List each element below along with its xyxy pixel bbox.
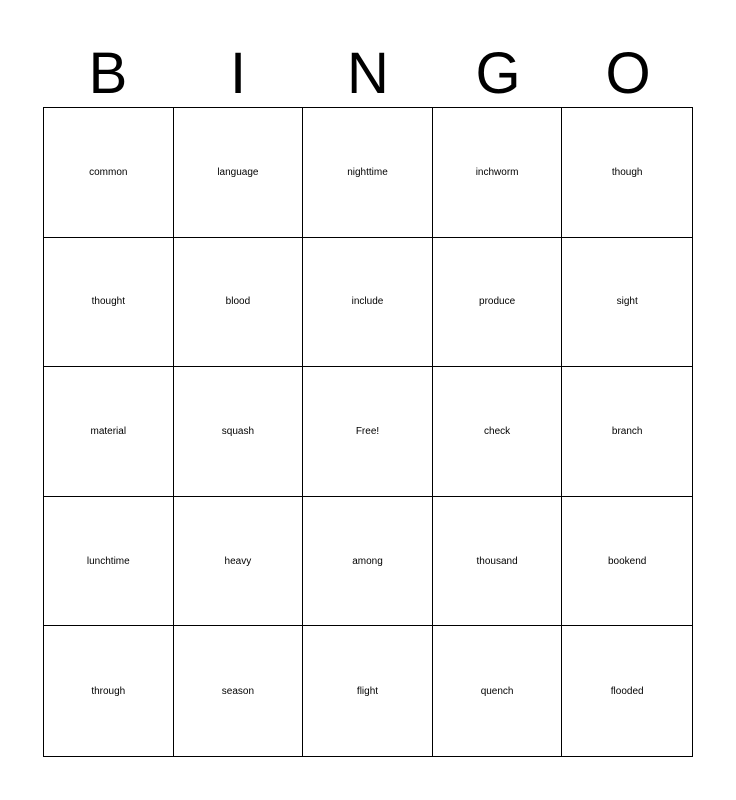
header-letter-b: B: [88, 41, 128, 106]
bingo-cell[interactable]: though: [562, 108, 692, 238]
bingo-cell[interactable]: include: [303, 238, 433, 368]
bingo-cell[interactable]: check: [433, 367, 563, 497]
header-letter-o: O: [605, 41, 651, 106]
bingo-cell[interactable]: branch: [562, 367, 692, 497]
bingo-cell[interactable]: inchworm: [433, 108, 563, 238]
bingo-cell[interactable]: material: [44, 367, 174, 497]
bingo-grid: [43, 107, 693, 757]
bingo-cell[interactable]: thought: [44, 238, 174, 368]
bingo-cell[interactable]: language: [174, 108, 304, 238]
header-letter-i: I: [229, 41, 247, 106]
bingo-cell[interactable]: sight: [562, 238, 692, 368]
bingo-cell[interactable]: common: [44, 108, 174, 238]
bingo-cell[interactable]: lunchtime: [44, 497, 174, 627]
bingo-cell[interactable]: season: [174, 626, 304, 756]
bingo-cell[interactable]: through: [44, 626, 174, 756]
free-space[interactable]: Free!: [303, 367, 433, 497]
bingo-cell[interactable]: heavy: [174, 497, 304, 627]
bingo-cell[interactable]: flight: [303, 626, 433, 756]
bingo-cell[interactable]: among: [303, 497, 433, 627]
bingo-cell[interactable]: blood: [174, 238, 304, 368]
header-letter-g: G: [475, 41, 521, 106]
header-letter-n: N: [347, 41, 389, 106]
bingo-cell[interactable]: produce: [433, 238, 563, 368]
bingo-cell[interactable]: bookend: [562, 497, 692, 627]
bingo-cell[interactable]: quench: [433, 626, 563, 756]
bingo-cell[interactable]: flooded: [610, 685, 644, 697]
bingo-cell[interactable]: thousand: [433, 497, 563, 627]
bingo-header: [43, 40, 693, 108]
bingo-cell[interactable]: squash: [174, 367, 304, 497]
bingo-cell[interactable]: nighttime: [303, 108, 433, 238]
